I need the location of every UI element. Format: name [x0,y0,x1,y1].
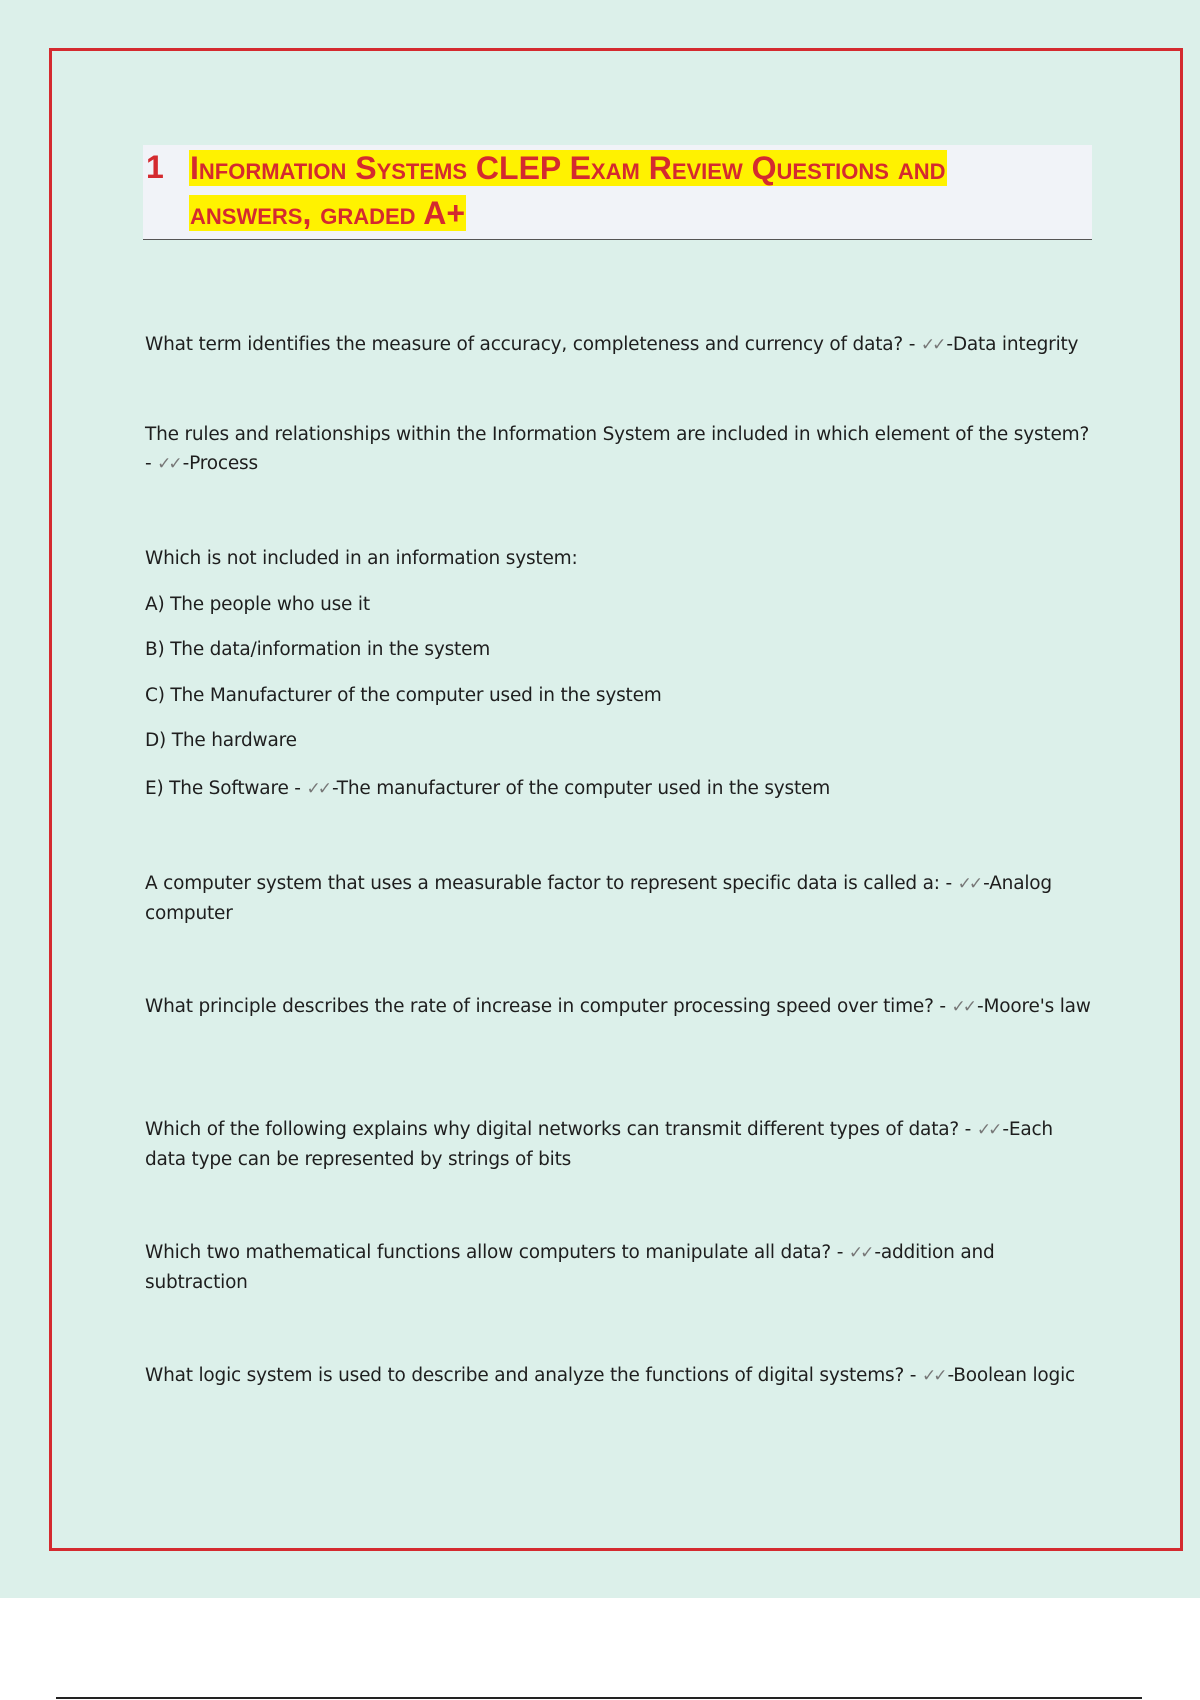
question-text: What principle describes the rate of increase in computer processing speed over time? - [145,996,946,1017]
qa-item-3 [145,544,1095,573]
answer-text: -addition and subtraction [145,1242,995,1293]
double-check-icon: ✓✓ [920,335,944,355]
question-text: What term identifies the measure of accuracy, completeness and currency of data? - [145,334,916,355]
answer-text: -Process [182,453,258,474]
answer-text: -Data integrity [946,334,1079,355]
answer-text: -Moore's law [977,996,1091,1017]
option-b: B) The data/information in the system [145,639,491,660]
qa-item-8 [145,1361,1095,1391]
option-a: A) The people who use it [145,594,370,615]
heading-number: 1 [146,149,164,185]
answer-text: -Boolean logic [947,1365,1075,1386]
answer-text: -The manufacturer of the computer used in the system [331,778,831,799]
option-d: D) The hardware [145,730,297,751]
qa-item-7 [145,1238,1095,1297]
page-title-text: Information Systems CLEP Exam Review Questions and answers, graded A+ [190,150,946,231]
question-text: Which of the following explains why digital networks can transmit different types of data? - [145,1119,972,1140]
question-text: Which two mathematical functions allow computers to manipulate all data? - [145,1242,844,1263]
qa-item-5 [145,992,1095,1022]
question-text: The rules and relationships within the Information System are included in which element of the system? - [145,424,1090,474]
footer-rule [56,1697,1142,1699]
question-text: What logic system is used to describe and analyze the functions of digital systems? - [145,1365,917,1386]
double-check-icon: ✓✓ [976,1120,1000,1140]
double-check-icon: ✓✓ [951,997,975,1017]
qa-item-2 [145,420,1095,479]
qa-item-6 [145,1115,1095,1174]
question-text: Which is not included in an information system: [145,548,578,569]
answer-text: -Each data type can be represented by strings of bits [145,1119,1053,1170]
qa-item-4 [145,869,1095,928]
question-text: A computer system that uses a measurable factor to represent specific data is called a: - [145,873,952,894]
double-check-icon: ✓✓ [848,1243,872,1263]
double-check-icon: ✓✓ [157,454,180,474]
option-e [145,774,1095,804]
double-check-icon: ✓✓ [921,1366,945,1386]
page-title [189,146,1069,236]
answer-text: -Analog computer [145,873,1052,924]
double-check-icon: ✓✓ [306,779,329,799]
option-c: C) The Manufacturer of the computer used in the system [145,685,662,706]
qa-item-1 [145,330,1095,360]
double-check-icon: ✓✓ [957,874,981,894]
option-e-text: E) The Software - [145,778,301,799]
